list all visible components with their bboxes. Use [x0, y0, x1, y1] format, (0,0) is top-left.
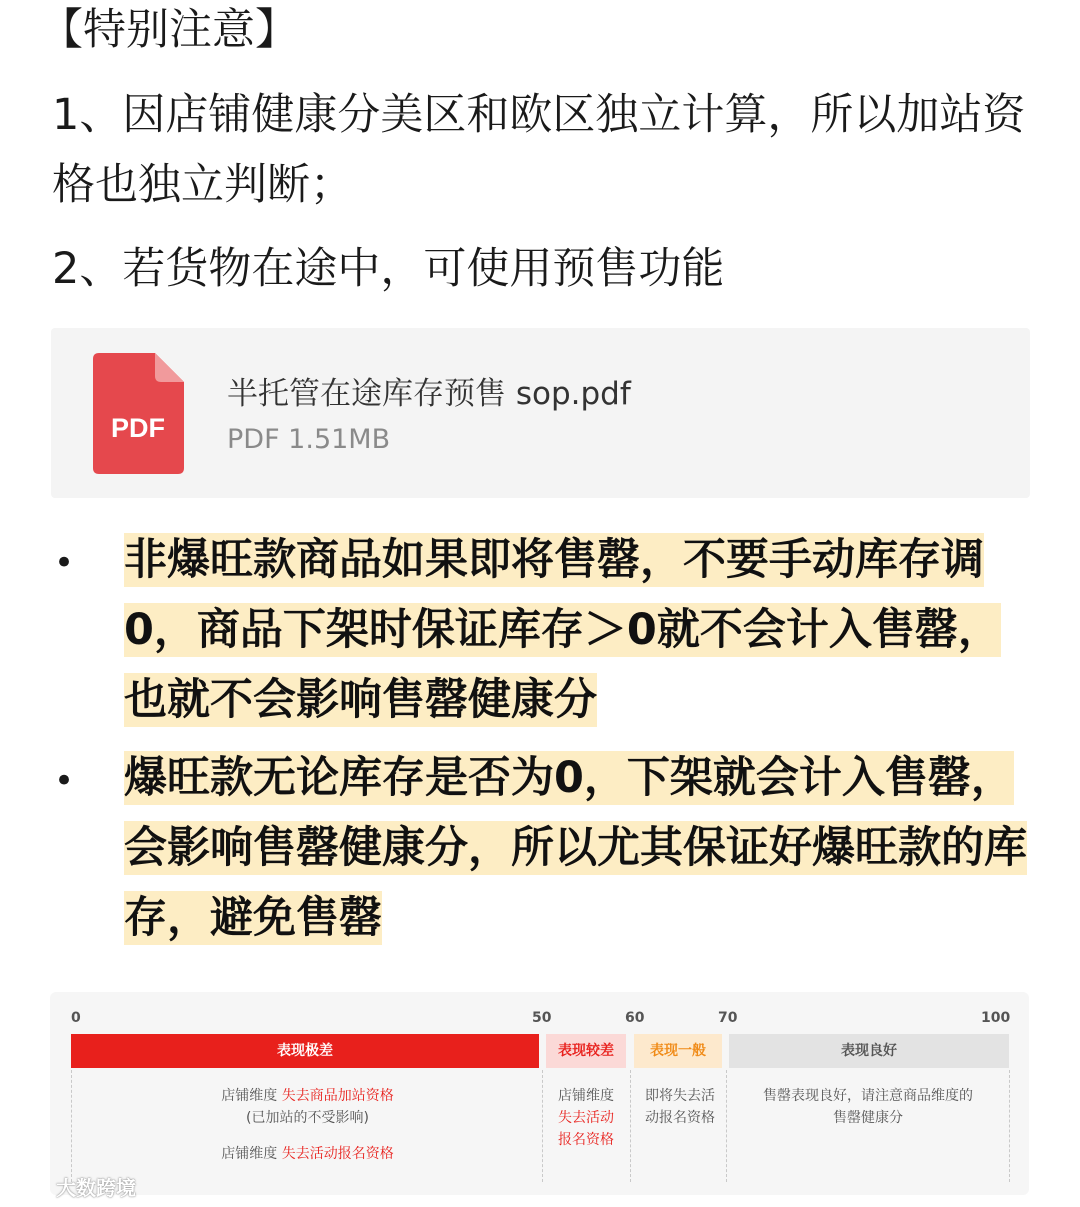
scale-divider [1009, 1070, 1010, 1182]
health-score-scale [50, 992, 1029, 1195]
note-paragraph-1: 1、因店铺健康分美区和欧区独立计算，所以加站资格也独立判断； [52, 90, 1026, 210]
segment-poor: 表现较差 [546, 1034, 626, 1068]
scale-divider [71, 1070, 72, 1182]
bullet-item [50, 743, 1040, 953]
scale-divider [630, 1070, 631, 1182]
bullet-list [50, 525, 1040, 959]
very-poor-description: 店铺维度 失去商品加站资格 (已加站的不受影响) 店铺维度 失去活动报名资格 [221, 1088, 394, 1162]
scale-tick-50: 50 [532, 1010, 552, 1026]
fair-description: 即将失去活 动报名资格 [645, 1088, 715, 1126]
note-paragraph-2: 2、若货物在途中，可使用预售功能 [52, 244, 725, 294]
scale-divider [542, 1070, 543, 1182]
pdf-attachment-card[interactable] [51, 328, 1030, 498]
scale-tick-0: 0 [71, 1010, 81, 1026]
watermark [10, 1172, 136, 1201]
pdf-icon-label: PDF [111, 413, 165, 443]
scale-divider [726, 1070, 727, 1182]
bullet-dot-icon: • [54, 543, 75, 583]
watermark-logo-icon [10, 1173, 50, 1200]
poor-description: 店铺维度 失去活动 报名资格 [558, 1088, 614, 1148]
scale-tick-70: 70 [718, 1010, 738, 1026]
good-description: 售罄表现良好，请注意商品维度的 售罄健康分 [763, 1088, 973, 1126]
segment-good: 表现良好 [729, 1034, 1009, 1068]
pdf-file-icon [93, 353, 184, 474]
bullet-text-2: 爆旺款无论库存是否为0，下架就会计入售罄，会影响售罄健康分，所以尤其保证好爆旺款的库存，避免售罄 [124, 753, 1027, 943]
bullet-text-1: 非爆旺款商品如果即将售罄，不要手动库存调0，商品下架时保证库存＞0就不会计入售罄，也就不会影响售罄健康分 [124, 535, 1001, 725]
attachment-file-meta: PDF 1.51MB [227, 424, 391, 455]
bullet-item [50, 525, 1040, 735]
bullet-dot-icon: • [54, 761, 75, 801]
page-title: 【特别注意】 [40, 5, 298, 55]
scale-tick-60: 60 [625, 1010, 645, 1026]
segment-very-poor: 表现极差 [71, 1034, 539, 1068]
watermark-text: 大数跨境 [56, 1176, 136, 1200]
segment-fair: 表现一般 [634, 1034, 722, 1068]
attachment-file-name[interactable]: 半托管在途库存预售 sop.pdf [227, 376, 631, 412]
scale-tick-100: 100 [981, 1010, 1011, 1026]
